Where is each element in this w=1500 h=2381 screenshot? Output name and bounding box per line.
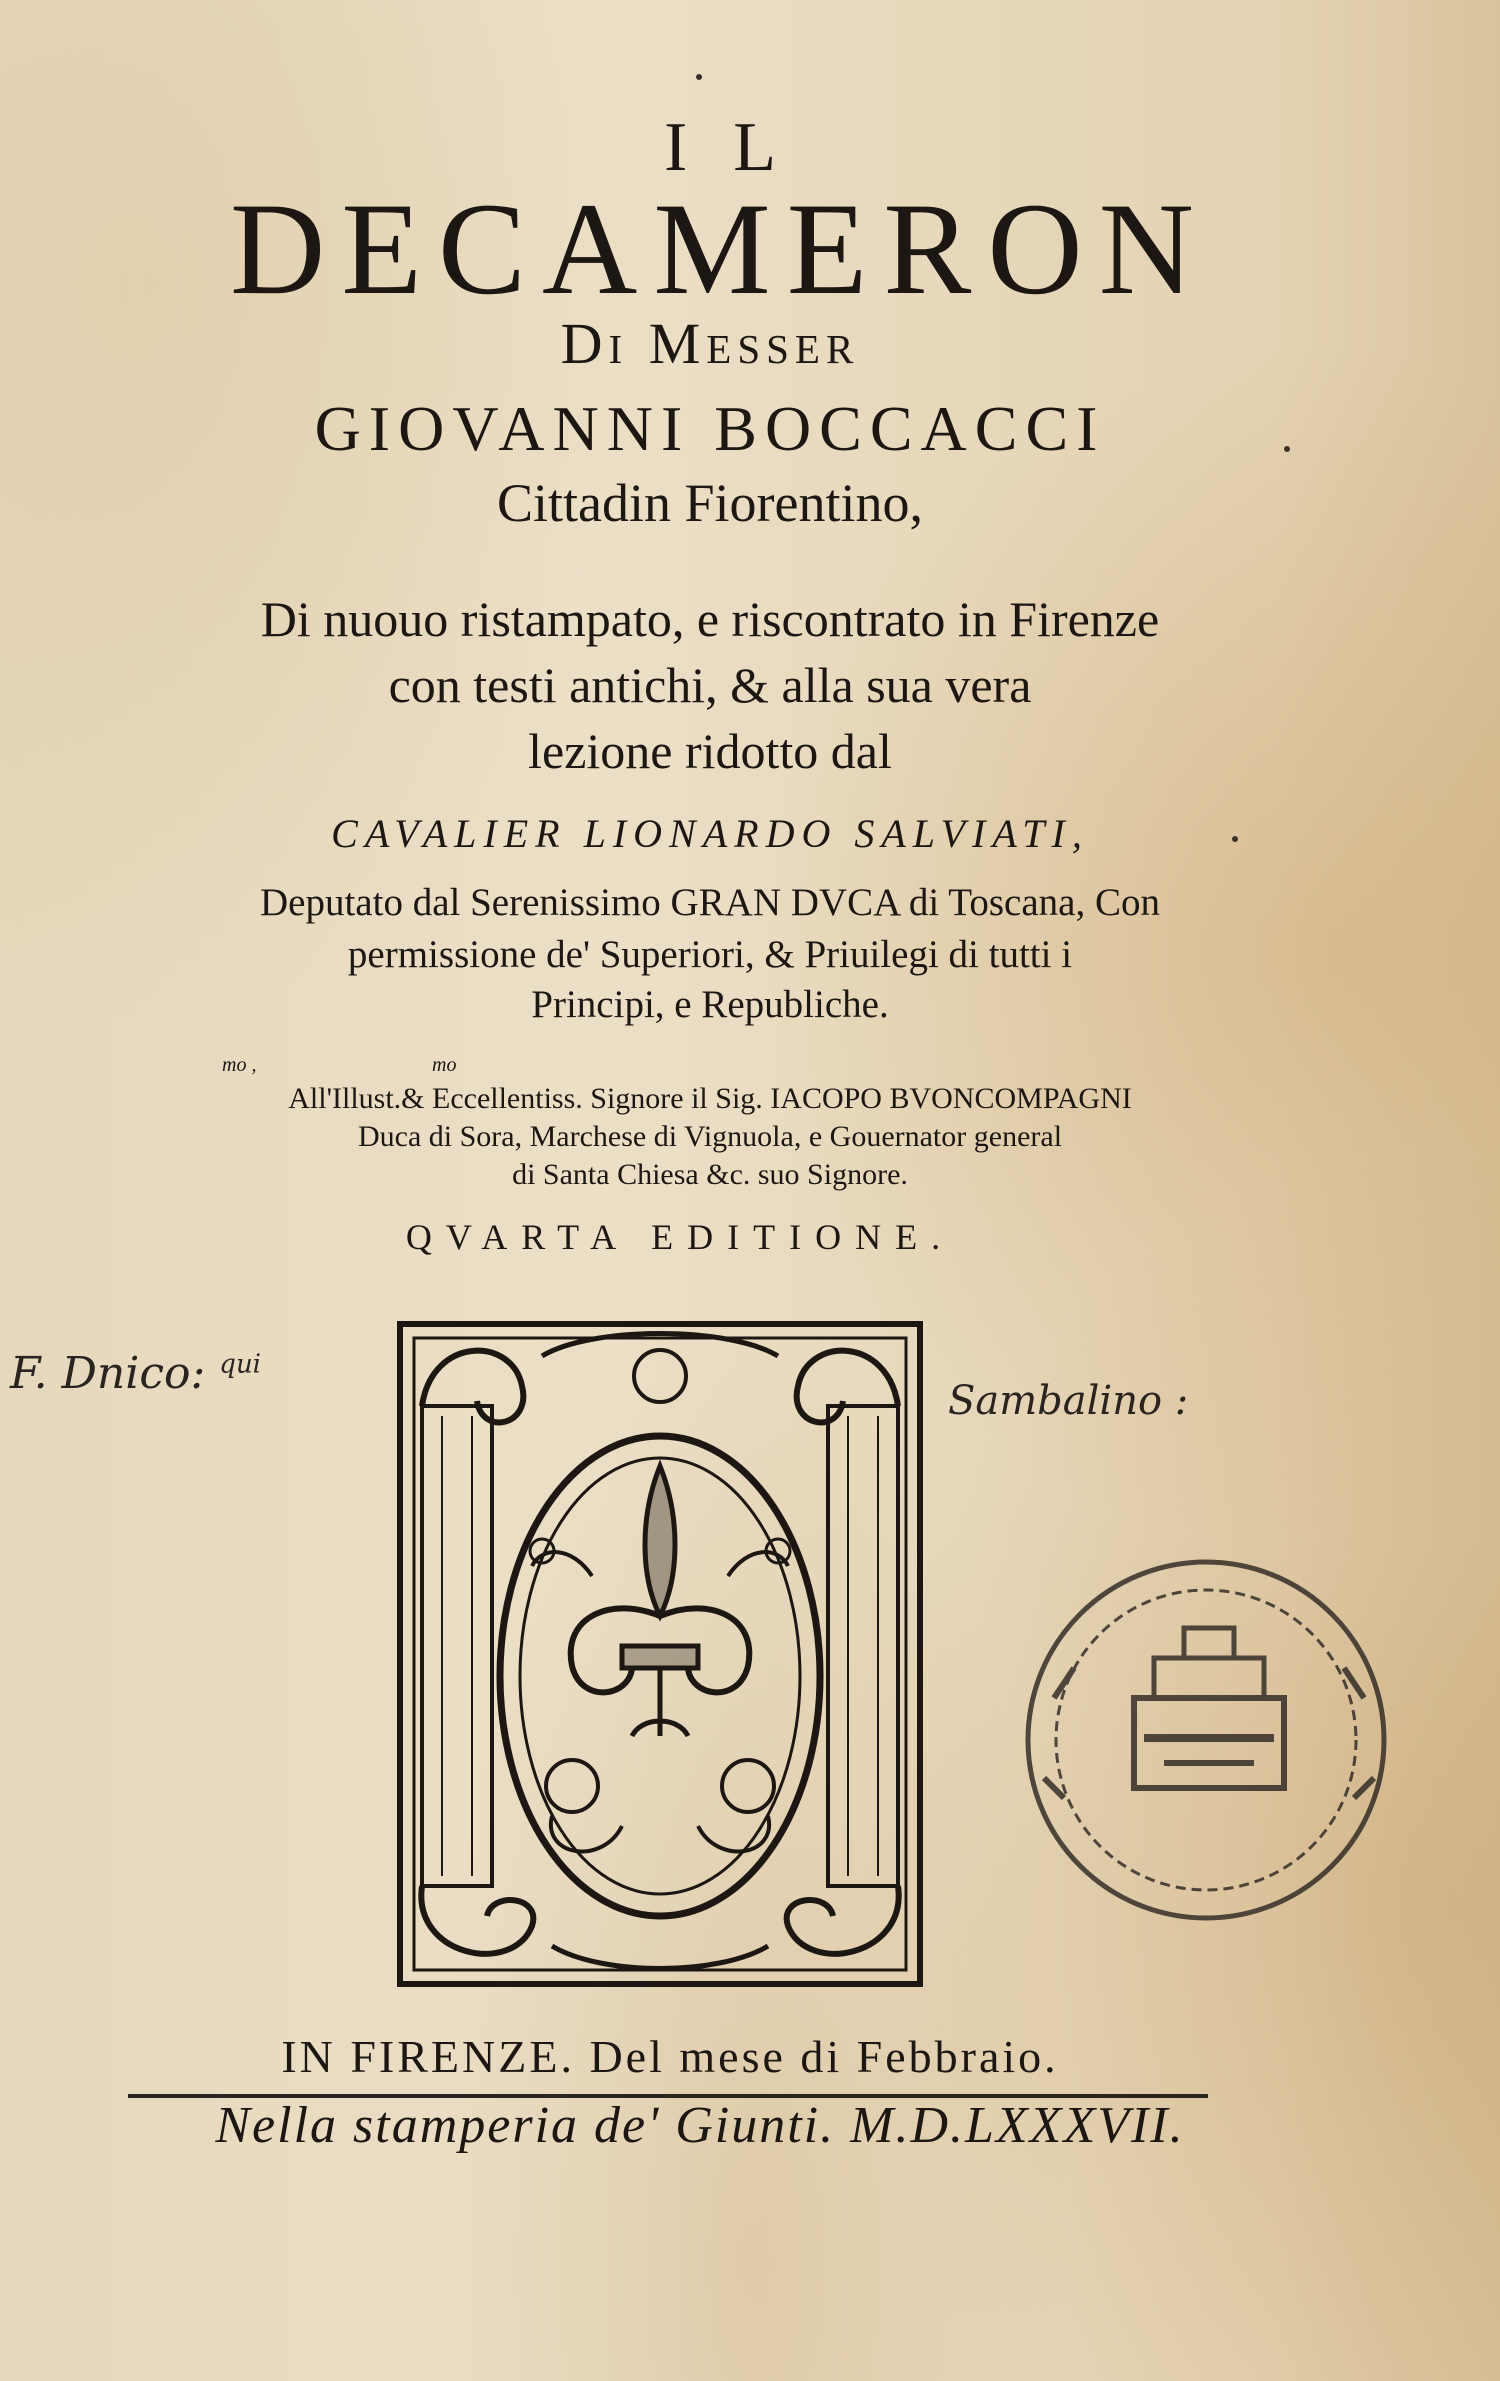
ink-speck: [696, 74, 702, 80]
edition-note-line-1: Di nuouo ristampato, e riscontrato in Firenze: [260, 591, 1160, 647]
ink-speck: [1232, 836, 1238, 842]
edition-note-line-3: lezione ridotto dal: [528, 723, 892, 779]
printers-device-lily-icon: [392, 1316, 928, 1992]
handwritten-owner-note-right: Sambalino :: [948, 1378, 1189, 1424]
author-prefix: Di Messer: [560, 311, 860, 376]
edition-note-line-2: con testi antichi, & alla sua vera: [388, 657, 1032, 713]
imprint-place-date: IN FIRENZE. Del mese di Febbraio.: [281, 2031, 1059, 2082]
author-citizenship: Cittadin Fiorentino,: [497, 473, 923, 533]
dedication-line-1: All'Illust.& Eccellentiss. Signore il Sig. IACOPO BVONCOMPAGNI: [288, 1082, 1132, 1115]
edition-number: QVARTA EDITIONE.: [405, 1217, 955, 1257]
handwritten-left-sup: qui: [219, 1349, 262, 1380]
handwritten-owner-note-left: [10, 1348, 261, 1399]
superscript-abbrev-2: mo: [432, 1054, 457, 1076]
privilege-line-1: Deputato dal Serenissimo GRAN DVCA di Toscana, Con: [260, 881, 1160, 924]
imprint-printer-year: Nella stamperia de' Giunti. M.D.LXXXVII.: [215, 2097, 1185, 2154]
handwritten-left-text: F. Dnico:: [10, 1348, 206, 1399]
dedication-line-2: Duca di Sora, Marchese di Vignuola, e Gouernator general: [357, 1120, 1063, 1153]
book-title: DECAMERON: [229, 175, 1211, 322]
library-stamp-icon: [1014, 1548, 1398, 1932]
dedication-line-3: di Santa Chiesa &c. suo Signore.: [512, 1158, 908, 1191]
editor-name: CAVALIER LIONARDO SALVIATI,: [331, 811, 1089, 856]
title-article: IL: [663, 109, 823, 186]
author-name: GIOVANNI BOCCACCI: [314, 393, 1106, 464]
ink-speck: [1284, 446, 1290, 452]
privilege-line-3: Principi, e Republiche.: [531, 983, 889, 1026]
superscript-abbrev-1: mo ,: [222, 1054, 257, 1076]
privilege-line-2: permissione de' Superiori, & Priuilegi di tutti i: [347, 933, 1073, 976]
